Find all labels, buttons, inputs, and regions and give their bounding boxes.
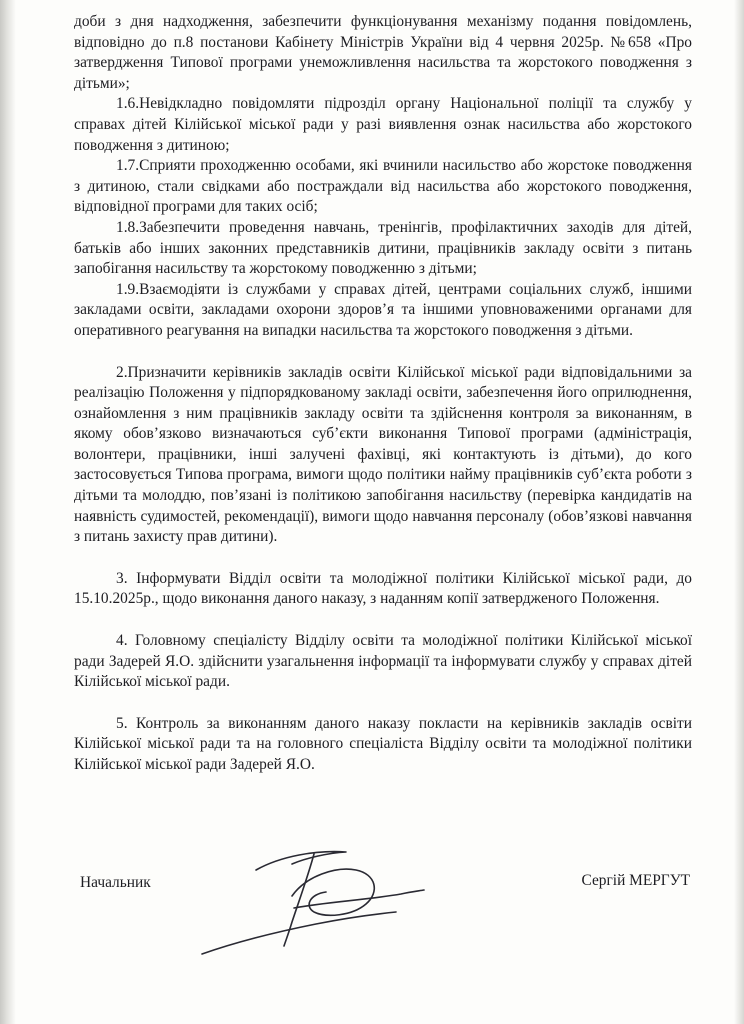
paragraph-5: 5. Контроль за виконанням даного наказу покласти на керівників закладів освіти Кілійської міської ради та на головного спеціаліста Відділу освіти та молодіжної політики Кілійської міської ради Задерей Я.О. [74, 714, 692, 773]
signature-stroke-top [256, 852, 346, 870]
document-body [74, 12, 692, 776]
scan-edge-shadow-left [0, 0, 16, 1024]
signer-name: Сергій МЕРГУТ [581, 872, 690, 889]
paragraph-1-8: 1.8.Забезпечити проведення навчань, тренінгів, профілактичних заходів для дітей, батьків або інших законних представників дитини, працівників закладу освіти з питань запобігання насильству та жорстокому поводженню з дітьми; [74, 218, 692, 278]
paragraph-2: 2.Призначити керівників закладів освіти Кілійської міської ради відповідальними за реалізацію Положення у підпорядкованому закладі освіти, забезпечення його оприлюднення, ознайомлення з ним працівників закладу освіти та здійснення контроля за виконанням, в якому обов’язково визначаються суб’єкти виконання Типової програми (адміністрація, волонтери, працівники, інші залучені фахівці, які контактують із дітьми), до кого застосовується Типова програма, вимоги щодо політики найму працівників суб’єкта роботи з дітьми та молоддю, пов’язані із політикою запобігання насильству (перевірка кандидатів на наявність судимостей, рекомендації), вимоги щодо навчання персоналу (обов’язкові навчання з питань захисту прав дитини). [74, 363, 692, 546]
paragraph-1-5-continuation: доби з дня надходження, забезпечити функціонування механізму подання повідомлень, відповідно до п.8 постанови Кабінету Міністрів України від 4 червня 2025р. №658 «Про затвердження Типової програми унеможливлення насильства та жорстокого поводження з дітьми»; [74, 13, 692, 92]
paragraph-3: 3. Інформувати Відділ освіти та молодіжної політики Кілійської міської ради, до 15.10.2025р., щодо виконання даного наказу, з наданням копії затвердженого Положення. [74, 569, 692, 608]
signature-stroke-vertical [284, 854, 314, 946]
paragraph-1-6: 1.6.Невідкладно повідомляти підрозділ органу Національної поліції та службу у справах дітей Кілійської міської ради у разі виявлення ознак насильства або жорстокого поводження з дитиною; [74, 95, 692, 154]
handwritten-signature [196, 836, 446, 966]
signature-stroke-sweep [294, 890, 424, 908]
signer-position: Начальник [80, 874, 151, 891]
paragraph-1-7: 1.7.Сприяти проходженню особами, які вчинили насильство або жорстоке поводження з дитиною, стали свідками або постраждали від насильства або жорстокого поводження, відповідної програми для таких осіб; [74, 157, 692, 216]
paragraph-1-9: 1.9.Взаємодіяти із службами у справах дітей, центрами соціальних служб, іншими закладами освіти, закладами охорони здоров’я та іншими уповноваженими органами для оперативного реагування на випадки насильства та жорстокого поводження з дітьми. [74, 280, 692, 339]
signature-stroke-tail [202, 912, 396, 954]
paragraph-4: 4. Головному спеціалісту Відділу освіти та молодіжної політики Кілійської міської ради Задерей Я.О. здійснити узагальнення інформації та інформувати службу у справах дітей Кілійської міської ради. [74, 632, 692, 691]
signature-stroke-loop [292, 869, 374, 915]
scan-edge-shadow-right [734, 0, 744, 1024]
